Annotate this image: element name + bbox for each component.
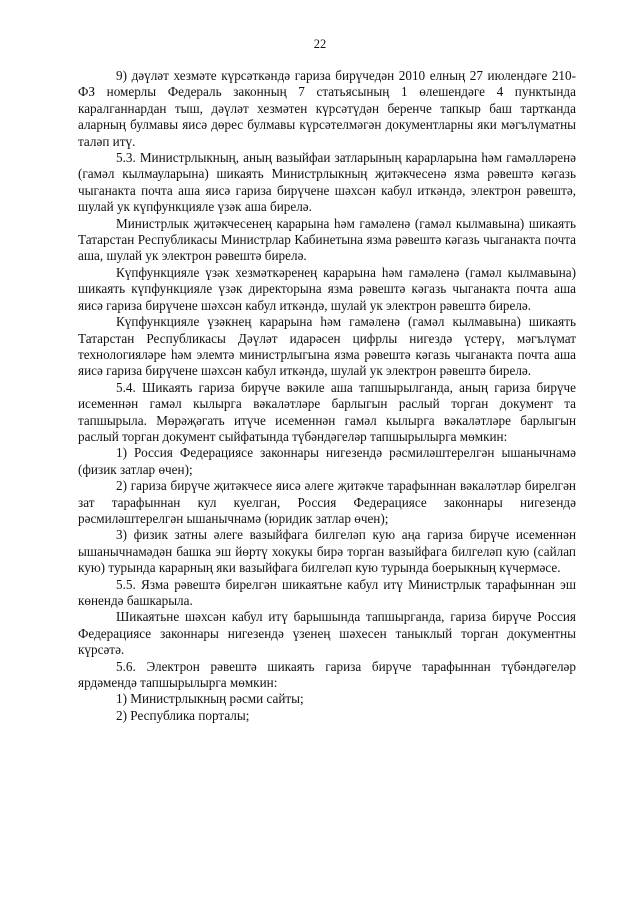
- paragraph-identity-document: Шикаятьне шәхсән кабул итү барышында тапшырганда, гариза бирүче Россия Федерациясе законнары нигезендә үзенең шәхесен таныклый торган документны күрсәтә.: [78, 609, 576, 658]
- paragraph-5-4: 5.4. Шикаять гариза бирүче вәкиле аша тапшырылганда, аның гариза бирүче исеменнән гамәл кылырга вәкаләтләре барлыгын раслый торган документ та тапшырыла. Мөрәҗәгать итүче исеменнән гамәл кылырга вәкаләтләре барлыгын раслый торган документ сыйфатында түбәндәгеләр тапшырылырга мөмкин:: [78, 379, 576, 444]
- list-item-republic-portal: 2) Республика порталы;: [116, 707, 250, 723]
- document-body: [78, 68, 576, 724]
- paragraph-mfc-complaint: Күпфункцияле үзәкнең карарына һәм гамәленә (гамәл кылмавына) шикаять Татарстан Республикасы Дәүләт идарәсен цифрлы нигездә үстерү, мәгълүмат технологияләре һәм элемтә министрлыгына язма рәвештә кәгазь чыганакта почта аша яисә гариза бирүчене шәхсән кабул иткәндә, шулай ук электрон рәвештә бирелә.: [78, 314, 576, 379]
- page-number: 22: [313, 37, 327, 51]
- paragraph-minister-complaint: Министрлык җитәкчесенең карарына һәм гамәленә (гамәл кылмавына) шикаять Татарстан Республикасы Министрлар Кабинетына язма рәвештә кәгазь чыганакта почта аша, шулай ук электрон рәвештә бирелә.: [78, 215, 576, 264]
- list-item-3-appointment: 3) физик затны әлеге вазыйфага билгеләп кую аңа гариза бирүче исеменнән ышанычнамәдән башка эш йөртү хокукы бирә торган вазыйфага билгеләп кую (сайлап кую) турында карарның яки вазыйфага билгеләп кую турында боерыкның күчермәсе.: [78, 527, 576, 576]
- paragraph-5-5: 5.5. Язма рәвештә бирелгән шикаятьне кабул итү Министрлык тарафыннан эш көнендә башкарыла.: [78, 576, 576, 608]
- list-item-official-site: 1) Министрлыкның рәсми сайты;: [116, 691, 304, 707]
- paragraph-mfc-employee-complaint: Күпфункцияле үзәк хезмәткәренең карарына һәм гамәленә (гамәл кылмавына) шикаять күпфункцияле үзәк директорына язма рәвештә кәгазь чыганакта почта аша яисә гариза бирүчене шәхсән кабул иткәндә, шулай ук электрон рәвештә бирелә.: [78, 264, 576, 313]
- paragraph-5-3: 5.3. Министрлыкның, аның вазыйфаи затларының карарларына һәм гамәлләренә (гамәл кылмауларына) шикаять Министрлыкның җитәкчесенә язма рәвештә кәгазь чыганакта почта аша яисә гариза бирүчене шәхсән кабул иткәндә, электрон рәвештә, шулай ук күпфункцияле үзәк аша бирелә.: [78, 150, 576, 215]
- paragraph-5-6: 5.6. Электрон рәвештә шикаять гариза бирүче тарафыннан түбәндәгеләр ярдәмендә тапшырылырга мөмкин:: [78, 658, 576, 691]
- list-item-1-power-of-attorney: 1) Россия Федерациясе законнары нигезендә рәсмиләштерелгән ышанычнамә (физик затлар өчен);: [78, 445, 576, 477]
- list-item-2-legal-entity: 2) гариза бирүче җитәкчесе яисә әлеге җитәкче тарафыннан вәкаләтләр бирелгән зат тарафыннан кул куелган, Россия Федерациясе законнары нигезендә рәсмиләштерелгән ышанычнамә (юридик затлар өчен);: [78, 478, 576, 526]
- paragraph-9-item: 9) дәүләт хезмәте күрсәткәндә гариза бирүчедән 2010 елның 27 июлендәге 210-ФЗ номерлы Федераль законның 7 статьясының 1 өлешендәге 4 пунктында каралганнардан тыш, дәүләт хезмәтен күрсәтүдән беренче тапкыр баш тартканда аларның булмавы яисә дөрес булмавы күрсәтелмәгән документларны яки мәгълүматны таләп итү.: [78, 68, 576, 149]
